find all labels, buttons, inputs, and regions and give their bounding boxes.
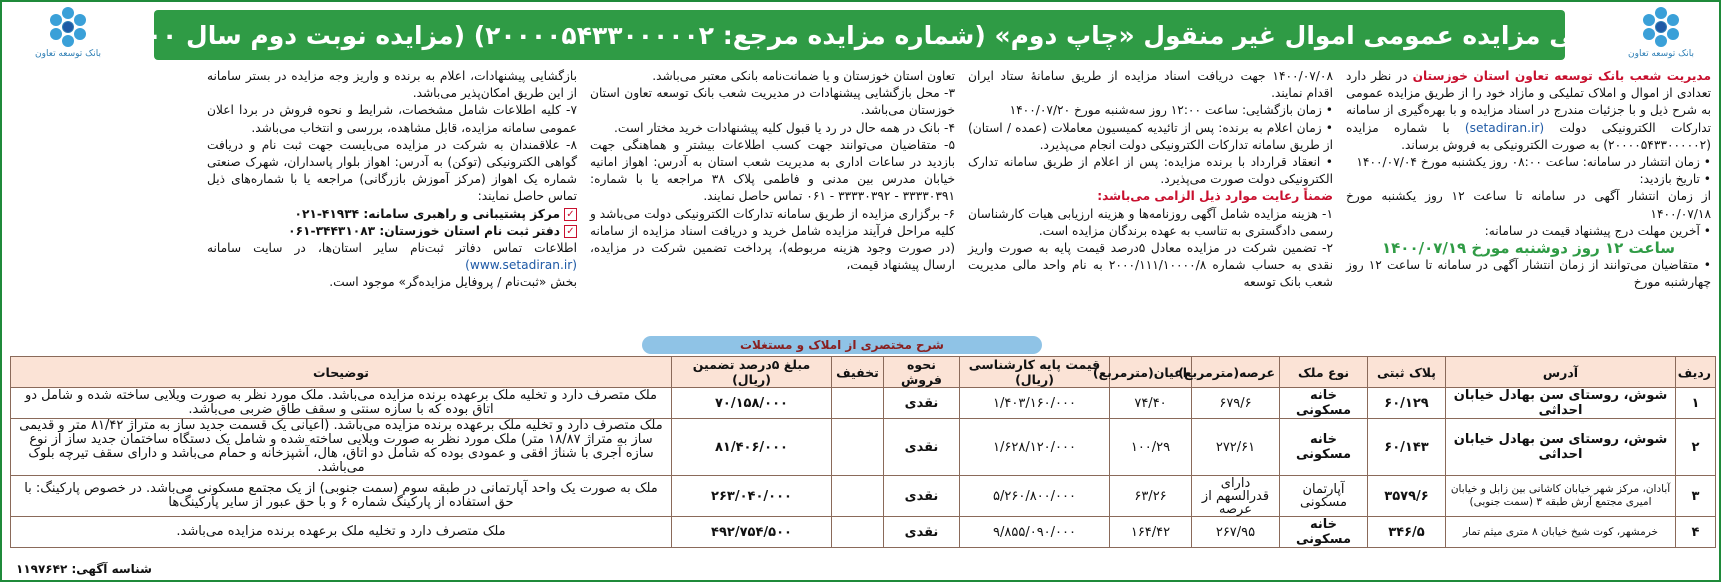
logo-caption: بانک توسعه تعاون [1628, 49, 1694, 59]
bank-logo-left [36, 6, 100, 64]
table-caption: شرح مختصری از املاک و مستغلات [642, 336, 1042, 354]
row-number: ۴ [1676, 517, 1716, 548]
setadiran-site-link[interactable]: (www.setadiran.ir) [465, 258, 577, 273]
row-property-type: خانه مسکونی [1280, 517, 1368, 548]
condition-3: ۳- محل بازگشایی پیشنهادات در مدیریت شعب بانک توسعه تعاون استان خوزستان می‌باشد. [590, 86, 955, 118]
winner-announcement: • زمان اعلام به برنده: پس از تائیدیه کمیسیون معاملات (عمده / استان) از طریق سامانه تدارکات الکترونیکی دولت انجام می‌پذیرد. [968, 120, 1333, 152]
row-sale-method: نقدی [884, 517, 960, 548]
visit-date-label: • تاریخ بازدید: [1639, 172, 1711, 187]
condition-1: ۱- هزینه مزایده شامل آگهی روزنامه‌ها و هزینه ارزیابی هیات کارشناسان رسمی دادگستری به تناسب به عهده برندگان مزایده است. [968, 206, 1333, 238]
row-base-price: ۹/۸۵۵/۰۹۰/۰۰۰ [960, 517, 1110, 548]
other-provinces-text: اطلاعات تماس دفاتر ثبت‌نام سایر استان‌ها، در سایت سامانه [207, 241, 577, 256]
row-base-price: ۱/۴۰۳/۱۶۰/۰۰۰ [960, 388, 1110, 419]
other-provinces [207, 240, 577, 274]
row-building-area: ۶۳/۲۶ [1110, 476, 1192, 517]
notice-column-1 [1346, 68, 1711, 336]
row-guarantee: ۷۰/۱۵۸/۰۰۰ [672, 388, 832, 419]
row-base-price: ۱/۶۲۸/۱۲۰/۰۰۰ [960, 419, 1110, 476]
condition-7: ۷- کلیه اطلاعات شامل مشخصات، شرایط و نحوه فروش در بردا اعلان عمومی سامانه مزایده، قابل مشاهده، بررسی و انتخاب می‌باشد. [207, 103, 577, 135]
row-discount [832, 419, 884, 476]
row-land-area: دارای قدرالسهم از عرصه [1192, 476, 1280, 517]
row-sale-method: نقدی [884, 388, 960, 419]
row-number: ۲ [1676, 419, 1716, 476]
condition-6-end: بازگشایی پیشنهادات، اعلام به برنده و واریز وجه مزایده در بستر سامانه از این طریق امکان‌پذیر می‌باشد. [207, 69, 577, 101]
bank-logo-right [1629, 6, 1693, 64]
intro-text: در نظر دارد تعدادی از اموال و املاک تملیکی و مازاد خود را از طریق مزایده عمومی به شرح ذیل و با جزئیات مندرج در اسناد مزایده و با بهره‌گیری از سامانه تدارکات الکترونیکی دولت [1346, 69, 1711, 135]
row-building-area: ۱۶۴/۴۲ [1110, 517, 1192, 548]
row-building-area: ۷۴/۴۰ [1110, 388, 1192, 419]
header [6, 6, 1715, 64]
row-address: خرمشهر، کوت شیخ خیابان ۸ متری میثم تمار [1446, 517, 1676, 548]
checkbox-icon: ✓ [564, 225, 577, 238]
documents-date: ۱۴۰۰/۰۷/۰۸ جهت دریافت اسناد مزایده از طریق سامانهٔ ستاد ایران اقدام نمایند. [968, 69, 1333, 101]
row-property-type: خانه مسکونی [1280, 419, 1368, 476]
header-sale-method: نحوه فروش [884, 357, 960, 388]
table-row [11, 388, 1716, 419]
page-title: آگهی مزایده عمومی اموال غیر منقول «چاپ دوم» (شماره مزایده مرجع: ۲۰۰۰۰۵۴۳۳۰۰۰۰۰۲) (مزایده نوبت دوم سال ۱۴۰۰) [154, 10, 1565, 60]
row-property-type: خانه مسکونی [1280, 388, 1368, 419]
table-row [11, 419, 1716, 476]
contact-office-text: دفتر ثبت نام استان خوزستان: ۳۴۴۳۱۰۸۳-۰۶۱ [288, 223, 560, 238]
contact-office [207, 223, 577, 240]
notice-column-3 [590, 68, 955, 336]
header-land-area: عرصه(مترمربع) [1192, 357, 1280, 388]
conditions-heading: ضمناً رعایت موارد ذیل الزامی می‌باشد: [1097, 189, 1333, 204]
condition-6: ۶- برگزاری مزایده از طریق سامانه تدارکات الکترونیکی دولت می‌باشد و کلیه مراحل فرآیند مزایده شامل خرید و دریافت اسناد مزایده از سامانه (در صورت وجود هزینه مربوطه)، پرداخت تضمین شرکت در مزایده، ارسال پیشنهاد قیمت، [590, 206, 955, 273]
table-header-row [11, 357, 1716, 388]
header-address: آدرس [1446, 357, 1676, 388]
row-address: آبادان، مرکز شهر خیابان کاشانی بین زابل و خیابان امیری مجتمع آرش طبقه ۳ (سمت جنوبی) [1446, 476, 1676, 517]
row-notes: ملک به صورت یک واحد آپارتمانی در طبقه سوم (سمت جنوبی) از یک مجتمع مسکونی می‌باشد. در خصوص پارکینگ: با حق استفاده از پارکینگ شماره ۶ و با حق عبور از سایر پارکینگ‌ها [11, 476, 672, 517]
row-plate: ۳۵۷۹/۶ [1368, 476, 1446, 517]
documents-note: • متقاضیان می‌توانند از زمان انتشار آگهی در سامانه تا ساعت ۱۲ روز چهارشنبه مورخ [1346, 258, 1712, 290]
header-base-price: قیمت پایه کارشناسی (ریال) [960, 357, 1110, 388]
condition-2-end: تعاون استان خوزستان و یا ضمانت‌نامه بانکی معتبر می‌باشد. [652, 69, 955, 83]
intro-paragraph [1346, 68, 1711, 154]
row-guarantee: ۸۱/۴۰۶/۰۰۰ [672, 419, 832, 476]
row-building-area: ۱۰۰/۲۹ [1110, 419, 1192, 476]
notice-body [10, 68, 1711, 336]
row-notes: ملک متصرف دارد و تخلیه ملک برعهده برنده مزایده می‌باشد. (اعیانی یک قسمت جدید ساز به متراژ ۸۱/۴۲ متر و قدیمی ساز به متراژ ۱۸/۸۷ متر) ملک مورد نظر به صورت ویلایی ساخته شده و شامل یک دستگاه ساختمان جدید ساز از نوع سازه آجری با شناژ افقی و عمودی بوده که شامل دو اتاق، هال، آشپزخانه و حمام می‌باشد و دارای سقف تیرچه بلوک می‌باشد. [11, 419, 672, 476]
deadline-label: • آخرین مهلت درج پیشنهاد قیمت در سامانه: [1484, 223, 1711, 238]
intro-office: مدیریت شعب بانک توسعه تعاون استان خوزستان [1412, 69, 1711, 83]
row-land-area: ۶۷۹/۶ [1192, 388, 1280, 419]
row-guarantee: ۲۶۳/۰۴۰/۰۰۰ [672, 476, 832, 517]
header-notes: توضیحات [11, 357, 672, 388]
checkbox-icon: ✓ [564, 208, 577, 221]
intro-end: با شماره مزایده (۲۰۰۰۰۵۴۳۳۰۰۰۰۰۲) به صورت الکترونیکی به فروش برساند. [1346, 120, 1711, 152]
bank-logo-icon [1640, 6, 1682, 48]
row-sale-method: نقدی [884, 419, 960, 476]
row-land-area: ۲۶۷/۹۵ [1192, 517, 1280, 548]
opening-time: • زمان بازگشایی: ساعت ۱۲:۰۰ روز سه‌شنبه مورخ ۱۴۰۰/۰۷/۲۰ [1009, 103, 1333, 118]
row-discount [832, 476, 884, 517]
row-guarantee: ۴۹۲/۷۵۴/۵۰۰ [672, 517, 832, 548]
contract-note: • انعقاد قرارداد با برنده مزایده: پس از اعلام از طریق سامانه تدارک الکترونیکی دولت صورت می‌پذیرد. [968, 155, 1333, 187]
row-property-type: آپارتمان مسکونی [1280, 476, 1368, 517]
profile-note: بخش «ثبت‌نام / پروفایل مزایده‌گر» موجود است. [329, 275, 577, 290]
setadiran-link[interactable]: (setadiran.ir) [1464, 120, 1545, 135]
notice-column-2 [968, 68, 1333, 336]
row-address: شوش، روستای سن بهادل خیابان احداثی [1446, 388, 1676, 419]
row-land-area: ۲۷۲/۶۱ [1192, 419, 1280, 476]
properties-table [10, 356, 1716, 548]
contact-support-text: مرکز پشتیبانی و راهبری سامانه: ۴۱۹۳۴-۰۲۱ [294, 206, 560, 221]
row-base-price: ۵/۲۶۰/۸۰۰/۰۰۰ [960, 476, 1110, 517]
header-row-number: ردیف [1676, 357, 1716, 388]
row-plate: ۳۴۶/۵ [1368, 517, 1446, 548]
deadline-date: ساعت ۱۲ روز دوشنبه مورخ ۱۴۰۰/۰۷/۱۹ [1382, 239, 1675, 258]
header-property-type: نوع ملک [1280, 357, 1368, 388]
contact-support [207, 206, 577, 223]
row-discount [832, 388, 884, 419]
table-row [11, 517, 1716, 548]
row-discount [832, 517, 884, 548]
row-notes: ملک متصرف دارد و تخلیه ملک برعهده برنده مزایده می‌باشد. ملک مورد نظر به صورت ویلایی ساخته شده و شامل دو اتاق بوده که با سازه سنتی و سقف طاق ضربی می‌باشد. [11, 388, 672, 419]
visit-date: از زمان انتشار آگهی در سامانه تا ساعت ۱۲ روز یکشنبه مورخ ۱۴۰۰/۰۷/۱۸ [1346, 189, 1711, 221]
row-notes: ملک متصرف دارد و تخلیه ملک برعهده برنده مزایده می‌باشد. [11, 517, 672, 548]
table-row [11, 476, 1716, 517]
header-plate: پلاک ثبتی [1368, 357, 1446, 388]
condition-5: ۵- متقاضیان می‌توانند جهت کسب اطلاعات بیشتر و هماهنگی جهت بازدید در ساعات اداری به مدیریت شعب استان به آدرس: اهواز امانیه خیابان مدرس بین مدنی و فاطمی پلاک ۳۸ مراجعه یا با شماره: ۳۳۳۳۰۳۹۱ - ۳۳۳۳۰۳۹۲ - ۰۶۱ تماس حاصل نمایند. [590, 137, 955, 204]
header-building-area: اعیان(مترمربع) [1110, 357, 1192, 388]
row-plate: ۶۰/۱۲۹ [1368, 388, 1446, 419]
row-address: شوش، روستای سن بهادل خیابان احداثی [1446, 419, 1676, 476]
row-sale-method: نقدی [884, 476, 960, 517]
row-number: ۳ [1676, 476, 1716, 517]
row-number: ۱ [1676, 388, 1716, 419]
logo-caption: بانک توسعه تعاون [35, 49, 101, 59]
notice-column-4 [207, 68, 577, 336]
header-discount: تخفیف [832, 357, 884, 388]
condition-2: ۲- تضمین شرکت در مزایده معادل ۵درصد قیمت پایه به صورت واریز نقدی به حساب شماره ۲۰۰۰/۱۱۱/۱۰۰۰۰/۸ به نام واحد مالی مدیریت شعب بانک توسعه [968, 241, 1333, 290]
row-plate: ۶۰/۱۴۳ [1368, 419, 1446, 476]
header-guarantee: مبلغ ۵درصد تضمین (ریال) [672, 357, 832, 388]
publish-time: • زمان انتشار در سامانه: ساعت ۰۸:۰۰ روز یکشنبه مورخ ۱۴۰۰/۰۷/۰۴ [1356, 155, 1711, 170]
ad-id: شناسه آگهی: ۱۱۹۷۶۴۲ [16, 562, 152, 576]
condition-8: ۸- علاقمندان به شرکت در مزایده می‌بایست جهت ثبت نام و دریافت گواهی الکترونیکی (توکن) به آدرس: اهواز بلوار پاسداران، شهرک صنعتی شماره یک اهواز (مرکز آموزش بازرگانی) مراجعه یا با شماره‌های ذیل تماس حاصل نمایند: [207, 137, 577, 204]
condition-4: ۴- بانک در همه حال در رد یا قبول کلیه پیشنهادات خرید مختار است. [614, 120, 955, 135]
bank-logo-icon [47, 6, 89, 48]
